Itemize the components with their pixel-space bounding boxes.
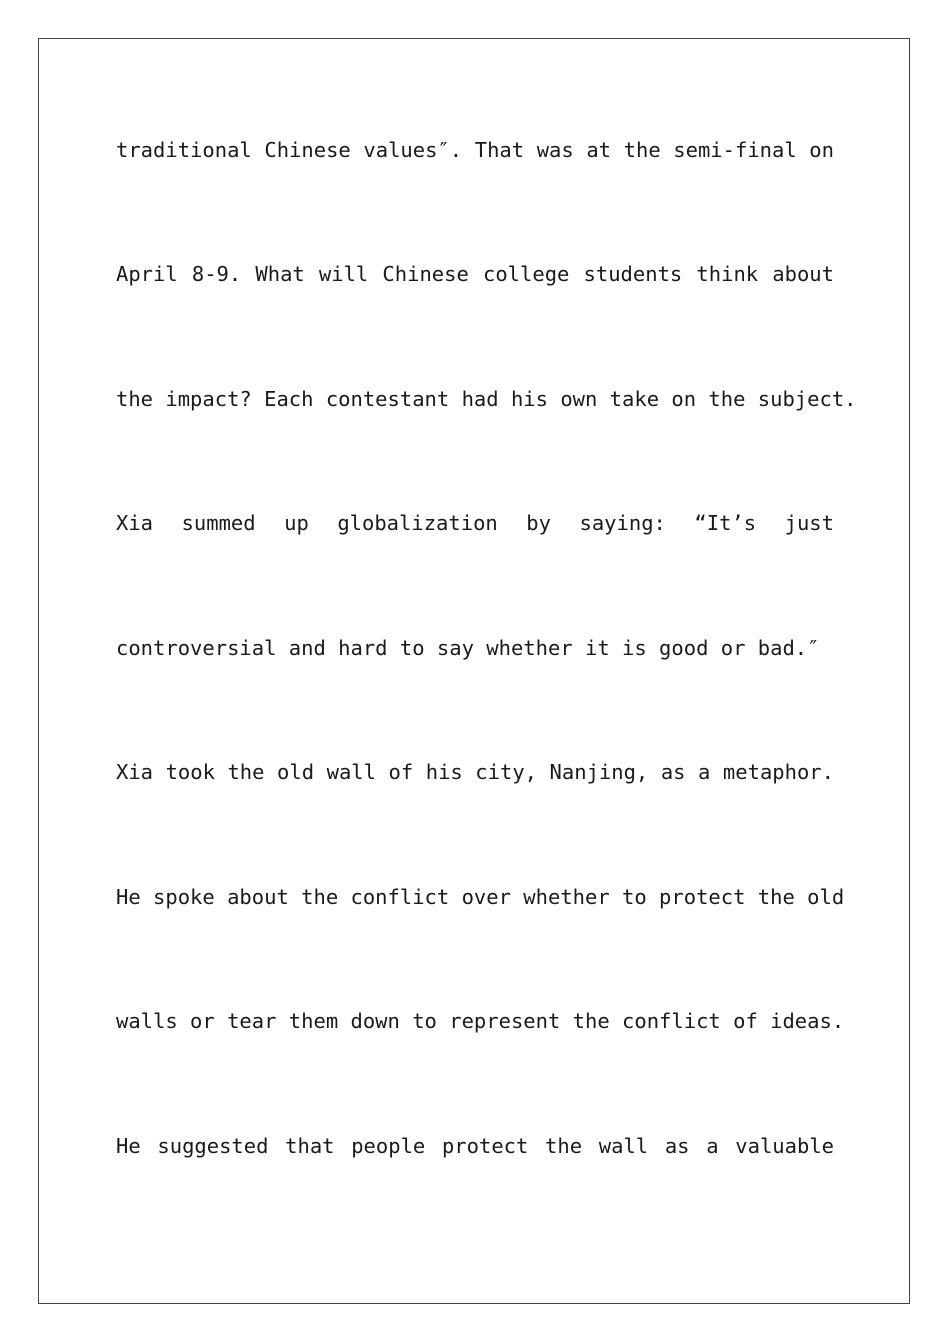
text-line: controversial and hard to say whether it is good or bad.″ bbox=[116, 636, 820, 660]
text-line: walls or tear them down to represent the conflict of ideas. bbox=[116, 1009, 845, 1033]
page-frame bbox=[38, 38, 910, 1304]
text-line: traditional Chinese values″. That was at the semi-final on bbox=[116, 138, 834, 162]
text-line: He suggested that people protect the wall as a valuable bbox=[116, 1134, 834, 1158]
text-line: Xia took the old wall of his city, Nanjing, as a metaphor. bbox=[116, 760, 834, 784]
text-line: April 8-9. What will Chinese college students think about bbox=[116, 262, 834, 286]
text-line: He spoke about the conflict over whether to protect the old bbox=[116, 885, 845, 909]
text-line: Xia summed up globalization by saying: “It’s just bbox=[116, 511, 834, 535]
text-line: the impact? Each contestant had his own take on the subject. bbox=[116, 387, 857, 411]
